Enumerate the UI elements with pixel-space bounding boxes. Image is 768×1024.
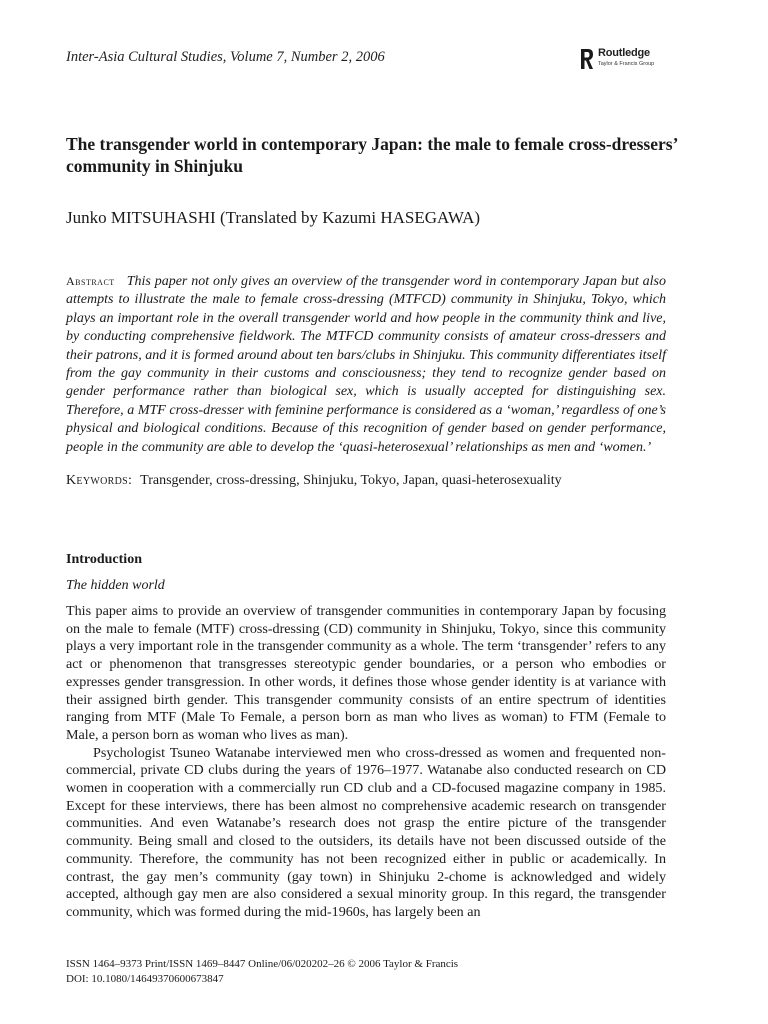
publisher-name: Routledge — [598, 47, 650, 59]
paragraph: This paper aims to provide an overview of transgender communities in contemporary Japan by focusing on the male to female (MTF) cross-dressing (CD) community in Shinjuku, Tokyo, since this community plays a very important role in the transgender community as a whole. The term ‘transgender’ refers to any act or phenomenon that transgresses stereotypic gender boundaries, or a person who embodies or expresses gender transgression. In other words, it defines those whose gender identity is at variance with their assigned birth gender. This transgender community consists of an entire spectrum of identities ranging from MTF (Male To Female, a person born as man who lives as woman) to FTM (Female to Male, a person born as woman who lives as man). — [66, 603, 666, 743]
subsection-heading: The hidden world — [66, 578, 165, 593]
paragraph: Psychologist Tsuneo Watanabe interviewed men who cross-dressed as women and frequented non-commercial, private CD clubs during the years of 1976–1977. Watanabe also conducted research on CD women in cooperation with a commercially run CD club and a CD-focused magazine company in 1985. Except for these interviews, there has been almost no comprehensive academic research on transgender communities. And even Watanabe’s research does not grasp the entire picture of the transgender community. Being small and closed to the outsiders, its details have not been discussed outside of the community. Therefore, the community has not been recognized either in public or academically. In contrast, the gay men’s community (gay town) in Shinjuku 2-chome is acknowledged and widely accepted, although gay men are also considered a sexual minority group. In this regard, the transgender community, which was formed during the mid-1960s, has largely been an — [66, 744, 666, 920]
publisher-logo — [580, 47, 700, 73]
issn-line: ISSN 1464–9373 Print/ISSN 1469–8447 Online/06/020202–26 © 2006 Taylor & Francis — [66, 958, 459, 970]
abstract — [66, 272, 666, 457]
page-footer — [66, 957, 458, 987]
doi-line: DOI: 10.1080/14649370600673847 — [66, 973, 224, 985]
keywords-text: Transgender, cross-dressing, Shinjuku, Tokyo, Japan, quasi-heterosexuality — [140, 473, 562, 488]
abstract-label: Abstract — [66, 274, 115, 288]
abstract-text: This paper not only gives an overview of the transgender word in contemporary Japan but also attempts to illustrate the male to female cross-dressing (MTFCD) community in Shinjuku, Tokyo, which plays an important role in the overall transgender world and how people in the community think and live, by conducting comprehensive fieldwork. The MTFCD community consists of amateur cross-dressers and their patrons, and it is formed around about ten bars/clubs in Shinjuku. This community differentiates itself from the gay community in their customs and consciousness; they tend to recognize gender based on gender performance rather than biological sex, which is usually accepted for distinguishing sex. Therefore, a MTF cross-dresser with feminine performance is considered as a ‘woman,’ regardless of one’s physical and biological conditions. Because of this recognition of gender based on gender performance, people in the community are able to develop the ‘quasi-heterosexual’ relationships as men and ‘women.’ — [66, 274, 666, 455]
journal-citation: Inter-Asia Cultural Studies, Volume 7, Number 2, 2006 — [66, 49, 385, 65]
routledge-logo-icon — [580, 47, 594, 71]
article-author: Junko MITSUHASHI (Translated by Kazumi HASEGAWA) — [66, 208, 481, 227]
article-title: The transgender world in contemporary Japan: the male to female cross-dressers’ community in Shinjuku — [66, 134, 678, 176]
publisher-subtitle: Taylor & Francis Group — [598, 61, 655, 67]
keywords-label: Keywords: — [66, 473, 133, 488]
keywords — [66, 473, 686, 489]
section-heading: Introduction — [66, 552, 142, 567]
body-text — [66, 603, 666, 922]
